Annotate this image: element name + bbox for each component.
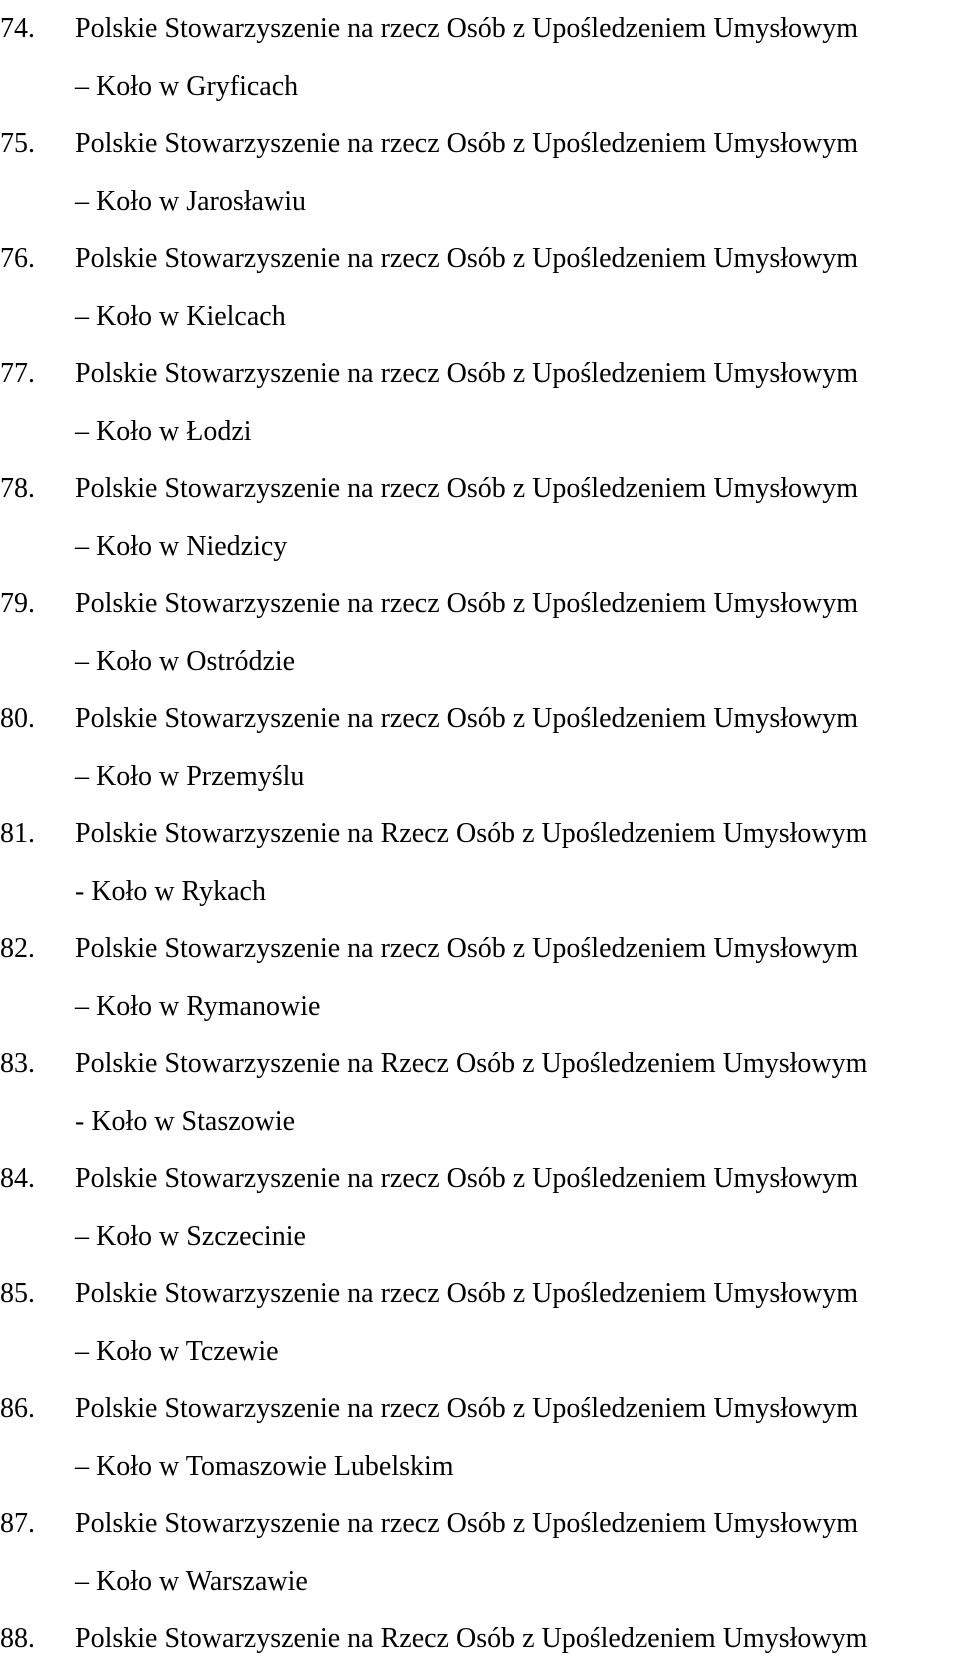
- organization-name: Polskie Stowarzyszenie na rzecz Osób z Upośledzeniem Umysłowym: [75, 1508, 859, 1539]
- entry-number: 88.: [0, 1623, 35, 1654]
- organization-name: Polskie Stowarzyszenie na rzecz Osób z Upośledzeniem Umysłowym: [75, 1278, 859, 1309]
- list-item: [0, 345, 960, 460]
- organization-name: Polskie Stowarzyszenie na Rzecz Osób z Upośledzeniem Umysłowym: [75, 1623, 868, 1654]
- entry-number: 78.: [0, 473, 35, 504]
- entry-first-line: [0, 345, 960, 403]
- entry-first-line: [0, 230, 960, 288]
- list-item: [0, 1265, 960, 1380]
- entry-number: 83.: [0, 1048, 35, 1079]
- list-item: [0, 1495, 960, 1610]
- branch-name: – Koło w Jarosławiu: [75, 185, 306, 217]
- entry-first-line: [0, 575, 960, 633]
- entry-number: 85.: [0, 1278, 35, 1309]
- entry-second-line: [0, 1323, 960, 1381]
- list-item: [0, 1380, 960, 1495]
- branch-name: – Koło w Tczewie: [75, 1335, 279, 1367]
- entry-number: 74.: [0, 13, 35, 44]
- branch-name: – Koło w Niedzicy: [75, 530, 288, 562]
- branch-name: – Koło w Kielcach: [75, 300, 286, 332]
- branch-name: – Koło w Gryficach: [75, 70, 299, 102]
- entry-second-line: [0, 58, 960, 116]
- entry-first-line: [0, 0, 960, 58]
- entry-first-line: [0, 115, 960, 173]
- organization-name: Polskie Stowarzyszenie na rzecz Osób z Upośledzeniem Umysłowym: [75, 358, 859, 389]
- entry-second-line: [0, 173, 960, 231]
- entry-number: 82.: [0, 933, 35, 964]
- entry-second-line: [0, 863, 960, 921]
- list-item: [0, 920, 960, 1035]
- entry-second-line: [0, 288, 960, 346]
- organization-name: Polskie Stowarzyszenie na rzecz Osób z Upośledzeniem Umysłowym: [75, 13, 859, 44]
- list-item: [0, 230, 960, 345]
- entry-first-line: [0, 690, 960, 748]
- list-item: [0, 460, 960, 575]
- organization-name: Polskie Stowarzyszenie na Rzecz Osób z Upośledzeniem Umysłowym: [75, 818, 868, 849]
- organization-name: Polskie Stowarzyszenie na rzecz Osób z Upośledzeniem Umysłowym: [75, 243, 859, 274]
- organization-name: Polskie Stowarzyszenie na rzecz Osób z Upośledzeniem Umysłowym: [75, 703, 859, 734]
- entry-second-line: [0, 403, 960, 461]
- branch-name: – Koło w Przemyślu: [75, 760, 305, 792]
- entry-first-line: [0, 1150, 960, 1208]
- organization-name: Polskie Stowarzyszenie na rzecz Osób z Upośledzeniem Umysłowym: [75, 1393, 859, 1424]
- branch-name: - Koło w Staszowie: [75, 1105, 296, 1137]
- list-item: [0, 805, 960, 920]
- entry-number: 84.: [0, 1163, 35, 1194]
- branch-name: – Koło w Szczecinie: [75, 1220, 306, 1252]
- entry-second-line: [0, 633, 960, 691]
- list-item: [0, 1035, 960, 1150]
- branch-name: - Koło w Rykach: [75, 875, 266, 907]
- entry-second-line: [0, 748, 960, 806]
- organization-name: Polskie Stowarzyszenie na Rzecz Osób z Upośledzeniem Umysłowym: [75, 1048, 868, 1079]
- entry-first-line: [0, 1610, 960, 1665]
- entry-second-line: [0, 1093, 960, 1151]
- entry-first-line: [0, 1265, 960, 1323]
- entry-first-line: [0, 1380, 960, 1438]
- entry-second-line: [0, 1553, 960, 1611]
- list-item: [0, 1150, 960, 1265]
- list-item: [0, 575, 960, 690]
- entry-number: 79.: [0, 588, 35, 619]
- branch-name: – Koło w Ostródzie: [75, 645, 296, 677]
- list-item: [0, 690, 960, 805]
- organization-name: Polskie Stowarzyszenie na rzecz Osób z Upośledzeniem Umysłowym: [75, 128, 859, 159]
- branch-name: – Koło w Rymanowie: [75, 990, 321, 1022]
- entry-second-line: [0, 1208, 960, 1266]
- entry-number: 80.: [0, 703, 35, 734]
- entry-number: 86.: [0, 1393, 35, 1424]
- list-item: [0, 1610, 960, 1665]
- organization-name: Polskie Stowarzyszenie na rzecz Osób z Upośledzeniem Umysłowym: [75, 473, 859, 504]
- list-item: [0, 115, 960, 230]
- organization-name: Polskie Stowarzyszenie na rzecz Osób z Upośledzeniem Umysłowym: [75, 1163, 859, 1194]
- entry-number: 76.: [0, 243, 35, 274]
- entry-second-line: [0, 518, 960, 576]
- entry-number: 87.: [0, 1508, 35, 1539]
- entry-number: 75.: [0, 128, 35, 159]
- entry-first-line: [0, 460, 960, 518]
- entry-second-line: [0, 978, 960, 1036]
- organization-name: Polskie Stowarzyszenie na rzecz Osób z Upośledzeniem Umysłowym: [75, 588, 859, 619]
- entry-first-line: [0, 805, 960, 863]
- entry-first-line: [0, 920, 960, 978]
- branch-name: – Koło w Warszawie: [75, 1565, 308, 1597]
- branch-name: – Koło w Łodzi: [75, 415, 252, 447]
- entry-number: 77.: [0, 358, 35, 389]
- entry-second-line: [0, 1438, 960, 1496]
- organization-name: Polskie Stowarzyszenie na rzecz Osób z Upośledzeniem Umysłowym: [75, 933, 859, 964]
- entry-number: 81.: [0, 818, 35, 849]
- branch-name: – Koło w Tomaszowie Lubelskim: [75, 1450, 454, 1482]
- list-item: [0, 0, 960, 115]
- entry-first-line: [0, 1495, 960, 1553]
- entry-first-line: [0, 1035, 960, 1093]
